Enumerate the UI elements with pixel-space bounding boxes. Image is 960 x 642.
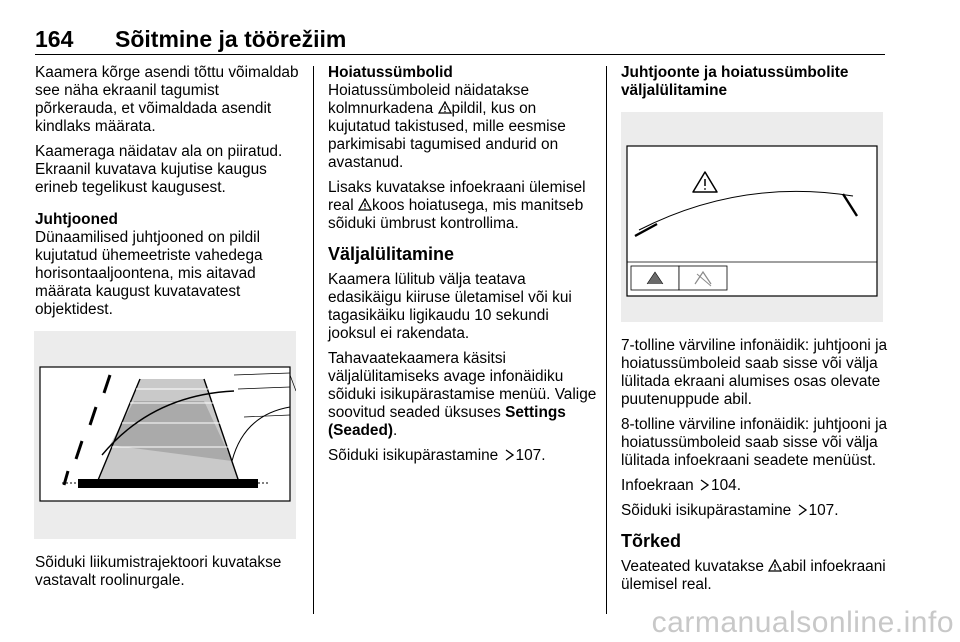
paragraph	[621, 558, 889, 594]
text-run: Tahavaatekaamera käsitsi väljalülitamiseks avage infonäidiku sõiduki isikupärastamise menüü. Valige soovitud seaded üksuses	[328, 350, 597, 421]
text-run: Lisaks kuvatakse infoekraani ülemisel real	[328, 179, 586, 214]
text-run: Sõiduki isikupärastamine	[621, 502, 796, 519]
menu-setting-name: Settings (Seaded)	[328, 404, 566, 439]
section-heading: Juhtjoonte ja hoiatussümbolite väljalülitamine	[621, 64, 849, 99]
column-divider-1	[313, 66, 314, 614]
page-reference: 107.	[515, 447, 546, 464]
text-run: Veateated kuvatakse	[621, 558, 769, 575]
page-header	[35, 8, 885, 55]
warning-triangle-icon	[358, 198, 372, 211]
page-reference: 107.	[808, 502, 839, 519]
paragraph: Kaamera kõrge asendi tõttu võimaldab see näha ekraanil tagumist põrkerauda, et võimaldada asendit kindlaks määrata.	[35, 64, 299, 135]
text-run: pildil, kus on kujutatud takistused, mille eesmise parkimisabi tagumised andurid on avastanud.	[328, 100, 566, 171]
page-reference-arrow-icon	[798, 504, 807, 516]
camera-guideline-illustration	[34, 331, 296, 539]
page-reference-arrow-icon	[505, 449, 514, 461]
paragraph: Dünaamilised juhtjooned on pildil kujutatud ühemeetriste vahedega horisontaaljoontena, mis aitavad määrata kaugust kuvatavatest objektidest.	[35, 229, 263, 318]
column-divider-2	[606, 66, 607, 614]
paragraph	[328, 179, 598, 233]
display-figure	[621, 112, 883, 322]
paragraph: 7-tolline värviline infonäidik: juhtjooni ja hoiatussümboleid saab sisse või välja lülitada ekraani alumises osas olevate puutenuppude abil.	[621, 337, 888, 408]
cross-reference	[328, 447, 598, 465]
text-run: abil infoekraani ülemisel real.	[621, 558, 886, 593]
page-reference-arrow-icon	[700, 479, 709, 491]
paragraph	[328, 350, 598, 440]
section-heading: Juhtjooned	[35, 211, 118, 228]
column-2	[328, 64, 598, 472]
section-heading: Hoiatussümbolid	[328, 64, 453, 81]
trajectory-figure	[34, 331, 296, 539]
watermark: carmanualsonline.info	[651, 606, 954, 639]
paragraph: Kaameraga näidatav ala on piiratud. Ekraanil kuvatava kujutise kaugus erineb tegelikust kaugusest.	[35, 143, 283, 196]
text-run: Sõiduki isikupärastamine	[328, 447, 503, 464]
section-heading: Väljalülitamine	[328, 244, 455, 264]
cross-reference	[621, 502, 889, 520]
page-number: 164	[35, 26, 74, 52]
text-run: Infoekraan	[621, 477, 699, 494]
cross-reference	[621, 477, 889, 495]
page-reference: 104.	[711, 477, 741, 494]
column-1	[35, 64, 303, 597]
text-run: .	[393, 422, 398, 439]
paragraph: Kaamera lülitub välja teatava edasikäigu kiiruse ületamisel või kui tagasikäiku ligikaudu 10 sekundi jooksul ei rakendata.	[328, 271, 572, 342]
guideline-toggle-illustration	[621, 112, 883, 322]
paragraph: 8-tolline värviline infonäidik: juhtjooni ja hoiatussümboleid saab sisse või välja lülitada infoekraani seadete menüüst.	[621, 416, 888, 469]
paragraph	[328, 82, 598, 172]
figure-caption: Sõiduki liikumistrajektoori kuvatakse vastavalt roolinurgale.	[35, 554, 282, 589]
page-title: Sõitmine ja töörežiim	[115, 26, 347, 52]
column-3	[621, 64, 889, 601]
section-heading: Tõrked	[621, 531, 682, 551]
text-run: Hoiatussümboleid näidatakse kolmnurkadena	[328, 82, 530, 117]
text-run: koos hoiatusega, mis manitseb sõiduki ümbrust kontrollima.	[328, 197, 584, 232]
warning-triangle-icon	[438, 101, 452, 114]
warning-triangle-icon	[768, 559, 782, 572]
